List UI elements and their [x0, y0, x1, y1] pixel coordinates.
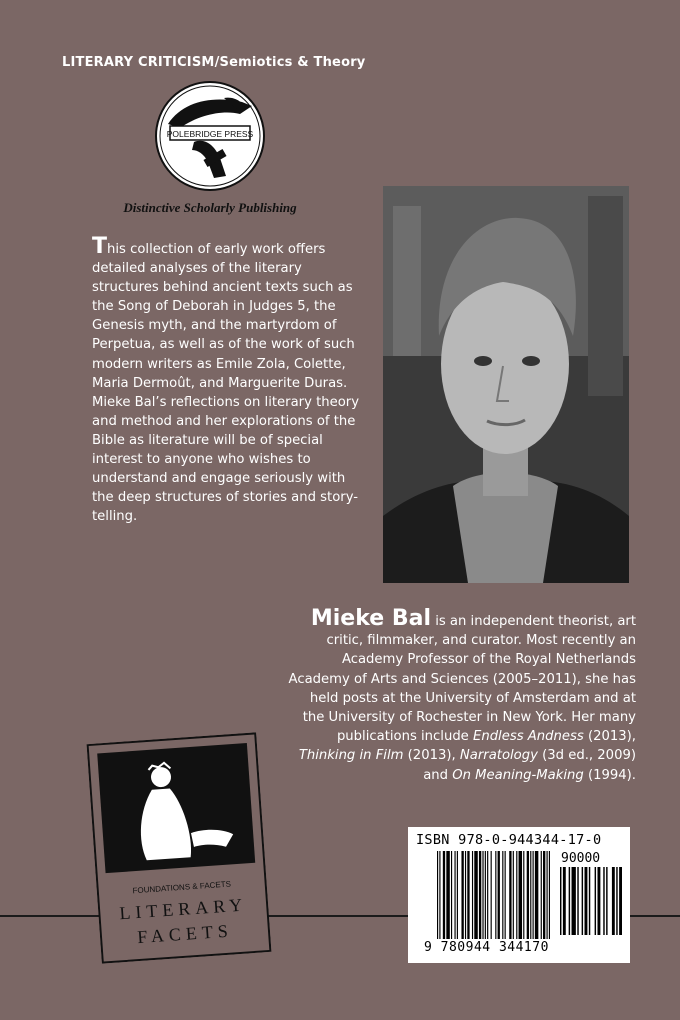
bio-text-3: (2013), [403, 748, 460, 764]
series-line-2: LITERARY [118, 894, 248, 924]
addon-barcode-bars [560, 867, 622, 935]
barcode-bar [619, 867, 622, 935]
publisher-tagline: Distinctive Scholarly Publishing [123, 200, 297, 215]
barcode-bar [509, 851, 511, 939]
barcode-bar [533, 851, 534, 939]
polebridge-press-logo [154, 80, 266, 192]
barcode-bar [498, 851, 500, 939]
barcode-bar [595, 867, 596, 935]
barcode-bar [461, 851, 463, 939]
barcode-bar [549, 851, 550, 939]
isbn-number: ISBN 978-0-944344-17-0 [416, 832, 602, 848]
series-line-3: FACETS [136, 920, 234, 948]
barcode-bar [582, 867, 583, 935]
category-sub: /Semiotics & Theory [214, 55, 366, 70]
barcode-bar [560, 867, 561, 935]
barcode-bar [572, 867, 576, 935]
barcode-bar [437, 851, 438, 939]
blurb-text: his collection of early work offers detailed analyses of the literary structures behind ancient texts such as the Song of Deborah in Judges 5, the Genesis myth, and the martyrdom of Perpetua, as well as of the work of such modern writers as Emile Zola, Colette, Maria Dermoût, and Marguerite Duras. Mieke Bal’s reflections on literary theory and method and her explorations of the Bible as literature will be of special interest to anyone who wishes to understand and engage seriously with the deep structures of stories and story-telling. [92, 242, 360, 525]
barcode-bar [535, 851, 538, 939]
barcode-bar [606, 867, 607, 935]
barcode-bar [479, 851, 481, 939]
barcode-bar [516, 851, 517, 939]
barcode-bar [502, 851, 503, 939]
barcode-bar [519, 851, 522, 939]
literary-facets-series-logo [87, 732, 272, 963]
barcode-bar [585, 867, 588, 935]
series-line-1: FOUNDATIONS & FACETS [132, 879, 232, 896]
book-title-2: Thinking in Film [298, 748, 404, 764]
barcode-bar [513, 851, 514, 939]
barcode-bar [569, 867, 570, 935]
barcode-bar [443, 851, 445, 939]
bio-text-1: is an independent theorist, art critic, filmmaker, and curator. Most recently an Academy Professor of the Royal Netherlands Academy of Arts and Sciences (2005–2011), she has held posts at the University of Amsterdam and at the University of Rochester in New York. Her many publications include [288, 614, 636, 745]
barcode-bar [597, 867, 600, 935]
barcode-bar [543, 851, 545, 939]
barcode-bar [530, 851, 531, 939]
barcode-bar [467, 851, 469, 939]
book-title-4: On Meaning-Making [452, 767, 584, 783]
blurb-dropcap: T [92, 234, 108, 259]
bio-text-4: (3d ed., 2009) and [423, 748, 636, 783]
barcode-bar [563, 867, 566, 935]
barcode-bar [454, 851, 455, 939]
barcode-bar [474, 851, 477, 939]
barcode-bar [451, 851, 452, 939]
ean-barcode-bars [437, 851, 550, 939]
barcode-bar [495, 851, 496, 939]
barcode-bar [547, 851, 548, 939]
barcode-bar [577, 867, 578, 935]
barcode-bar [446, 851, 449, 939]
barcode-bar [541, 851, 542, 939]
bio-text-2: (2013), [583, 729, 636, 745]
barcode-bar [485, 851, 486, 939]
barcode-bar [612, 867, 615, 935]
barcode-bar [439, 851, 440, 939]
barcode-bar [589, 867, 590, 935]
bio-text-5: (1994). [583, 767, 636, 783]
barcode-bar [616, 867, 617, 935]
barcode-bar [472, 851, 473, 939]
price-code: 90000 [561, 851, 601, 866]
barcode-bar [487, 851, 488, 939]
barcode-bar [482, 851, 483, 939]
book-title-3: Narratology [459, 748, 538, 764]
author-name: Mieke Bal [310, 606, 431, 631]
category-main: LITERARY CRITICISM [62, 55, 215, 70]
barcode-bar [465, 851, 466, 939]
barcode-bar [603, 867, 604, 935]
barcode-bar [523, 851, 524, 939]
ean-digits: 9 780944 344170 [424, 940, 549, 955]
barcode-bar [457, 851, 458, 939]
logo-publisher-name: POLEBRIDGE PRESS [166, 129, 254, 139]
author-bio [286, 606, 636, 785]
category-label [62, 55, 365, 70]
author-photo [383, 186, 629, 583]
book-title-1: Endless Andness [473, 729, 584, 745]
barcode-bar [505, 851, 506, 939]
barcode-bar [491, 851, 492, 939]
barcode-bar [527, 851, 529, 939]
book-blurb [92, 234, 360, 526]
